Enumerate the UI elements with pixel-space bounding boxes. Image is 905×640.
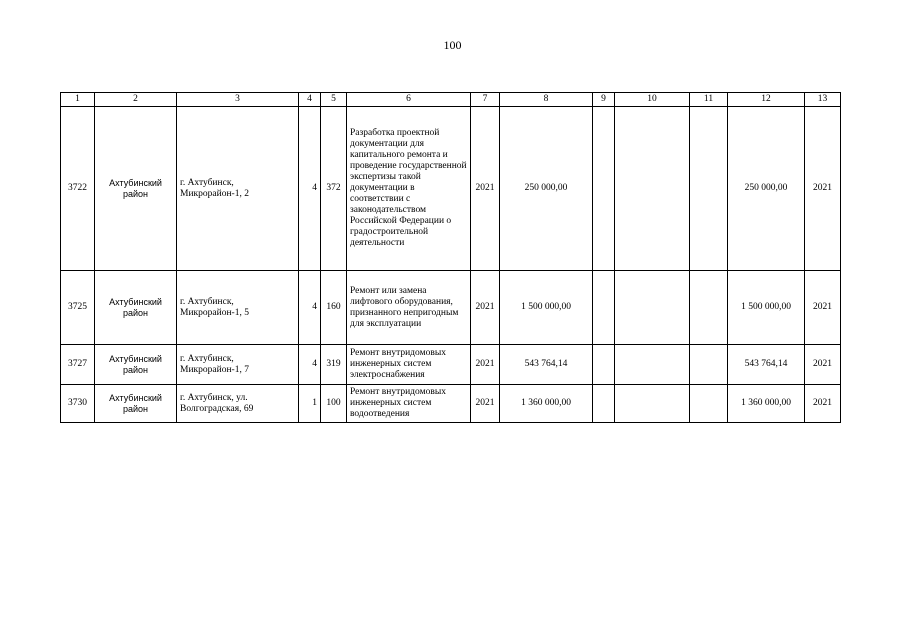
address-cell: г. Ахтубинск, Микрорайон-1, 5 bbox=[177, 271, 299, 345]
column-header: 7 bbox=[471, 93, 500, 107]
row-id: 3722 bbox=[61, 107, 95, 271]
row-id: 3725 bbox=[61, 271, 95, 345]
col10-cell bbox=[615, 107, 690, 271]
column-header: 11 bbox=[690, 93, 728, 107]
col5-cell: 100 bbox=[321, 385, 347, 423]
row-id: 3730 bbox=[61, 385, 95, 423]
table-row bbox=[61, 107, 841, 271]
col11-cell bbox=[690, 345, 728, 385]
year-cell: 2021 bbox=[471, 345, 500, 385]
col4-cell: 1 bbox=[299, 385, 321, 423]
column-header: 9 bbox=[593, 93, 615, 107]
column-header: 8 bbox=[500, 93, 593, 107]
address-cell: г. Ахтубинск, ул. Волгоградская, 69 bbox=[177, 385, 299, 423]
total-cell: 543 764,14 bbox=[728, 345, 805, 385]
total-cell: 1 500 000,00 bbox=[728, 271, 805, 345]
end-year-cell: 2021 bbox=[805, 107, 841, 271]
work-type-cell: Ремонт внутридомовых инженерных систем электроснабжения bbox=[347, 345, 471, 385]
total-cell: 250 000,00 bbox=[728, 107, 805, 271]
page-number: 100 bbox=[443, 38, 462, 52]
work-type-cell: Ремонт или замена лифтового оборудования, признанного непригодным для эксплуатации bbox=[347, 271, 471, 345]
year-cell: 2021 bbox=[471, 385, 500, 423]
district-cell: Ахтубинский район bbox=[95, 107, 177, 271]
col4-cell: 4 bbox=[299, 345, 321, 385]
col9-cell bbox=[593, 107, 615, 271]
address-cell: г. Ахтубинск, Микрорайон-1, 2 bbox=[177, 107, 299, 271]
col11-cell bbox=[690, 385, 728, 423]
col10-cell bbox=[615, 271, 690, 345]
col5-cell: 160 bbox=[321, 271, 347, 345]
row-id: 3727 bbox=[61, 345, 95, 385]
col10-cell bbox=[615, 385, 690, 423]
col10-cell bbox=[615, 345, 690, 385]
column-header: 3 bbox=[177, 93, 299, 107]
col9-cell bbox=[593, 345, 615, 385]
column-header: 13 bbox=[805, 93, 841, 107]
col5-cell: 372 bbox=[321, 107, 347, 271]
amount-cell: 1 500 000,00 bbox=[500, 271, 593, 345]
amount-cell: 543 764,14 bbox=[500, 345, 593, 385]
col4-cell: 4 bbox=[299, 107, 321, 271]
work-type-cell: Ремонт внутридомовых инженерных систем водоотведения bbox=[347, 385, 471, 423]
column-header: 4 bbox=[299, 93, 321, 107]
column-header: 12 bbox=[728, 93, 805, 107]
address-cell: г. Ахтубинск, Микрорайон-1, 7 bbox=[177, 345, 299, 385]
district-cell: Ахтубинский район bbox=[95, 385, 177, 423]
amount-cell: 1 360 000,00 bbox=[500, 385, 593, 423]
column-number-row bbox=[61, 93, 841, 107]
district-cell: Ахтубинский район bbox=[95, 271, 177, 345]
col5-cell: 319 bbox=[321, 345, 347, 385]
district-cell: Ахтубинский район bbox=[95, 345, 177, 385]
table-row bbox=[61, 271, 841, 345]
column-header: 2 bbox=[95, 93, 177, 107]
col9-cell bbox=[593, 385, 615, 423]
table-row bbox=[61, 385, 841, 423]
amount-cell: 250 000,00 bbox=[500, 107, 593, 271]
col4-cell: 4 bbox=[299, 271, 321, 345]
col11-cell bbox=[690, 271, 728, 345]
total-cell: 1 360 000,00 bbox=[728, 385, 805, 423]
column-header: 5 bbox=[321, 93, 347, 107]
col9-cell bbox=[593, 271, 615, 345]
end-year-cell: 2021 bbox=[805, 385, 841, 423]
col11-cell bbox=[690, 107, 728, 271]
column-header: 10 bbox=[615, 93, 690, 107]
end-year-cell: 2021 bbox=[805, 271, 841, 345]
program-table bbox=[60, 92, 841, 423]
table-row bbox=[61, 345, 841, 385]
year-cell: 2021 bbox=[471, 271, 500, 345]
year-cell: 2021 bbox=[471, 107, 500, 271]
column-header: 6 bbox=[347, 93, 471, 107]
column-header: 1 bbox=[61, 93, 95, 107]
work-type-cell: Разработка проектной документации для капитального ремонта и проведение государственной экспертизы такой документации в соответствии с законодательством Российской Федерации о градостроительной деятельности bbox=[347, 107, 471, 271]
end-year-cell: 2021 bbox=[805, 345, 841, 385]
